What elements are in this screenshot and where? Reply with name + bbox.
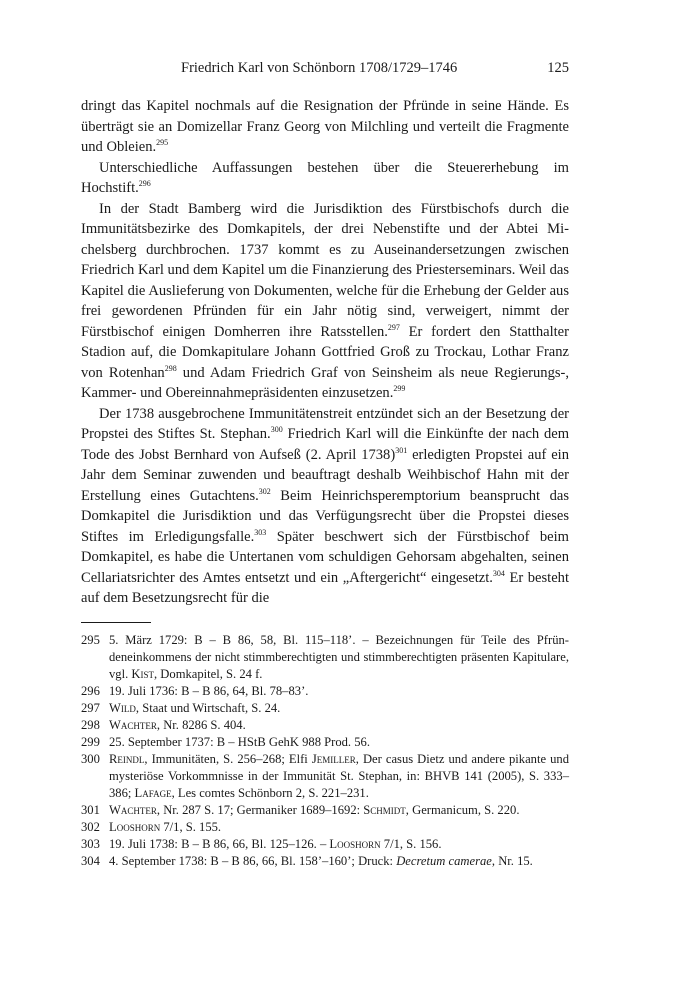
footnote: 299 25. September 1737: B – HStB GehK 988 Prod. 56. [81,734,370,749]
footnote: 301 Wachter, Nr. 287 S. 17; Germaniker 1689–1692: Schmidt, Germanicum, S. 220. [81,802,520,817]
footnote-ref[interactable]: 298 [164,363,177,373]
paragraph: Unterschiedliche Auffassungen bestehen über die Steuererhebung im Hochstift.$^{296}$ [81,159,569,196]
footnote-number: 298 [81,717,100,732]
footnote-number: 297 [81,700,100,715]
paragraph: In der Stadt Bamberg wird die Jurisdiktion des Fürstbischofs durch die Immunitätsbezirke des Domkapitels, der drei Nebenstifte und der Abtei Michelsberg durchbrochen. 1737 kommt es zu Auseinandersetzungen zwischen Friedrich Karl und dem Kapitel um die Finanzierung des Priesterseminars. Weil das Kapitel die Auslieferung von Dokumenten, welche für die Erhebung der Gelder aus frei gewordenen Pfründen für ein Jahr nötig sind, verweigert, nimmt der Fürstbischof einigen Domherren ihre Ratsstellen.$^{297}$ Er fordert den Statthalter Stadion auf, die Domkapitulare Johann Gottfried Groß zu Trockau, Lothar Franz von Rotenhan$^{298}$ und Adam Friedrich Graf von Seinsheim als neue Regierungs-, Kammer- und Obereinnahmepräsidenten einzusetzen.$^{299}$ [81,200,569,401]
footnotes [81,632,569,870]
footnote-separator [81,622,151,623]
footnote: 295 5. März 1729: B – B 86, 58, Bl. 115–118’. – Bezeichnungen für Teile des Pfründeneinkommens der nicht stimmberechtigten und stimmberechtigten präsenten Kapitulare, vgl. Kist, Domkapitel, S. 24 f. [81,632,569,681]
footnote: 296 19. Juli 1736: B – B 86, 64, Bl. 78–83’. [81,683,309,698]
paragraph: dringt das Kapitel nochmals auf die Resignation der Pfründe in seine Hände. Es überträgt sie an Domizellar Franz Georg von Milchling und verteilt die Fragmente und Obleien.$^{295}$ [81,98,569,155]
footnote-ref[interactable]: 295 [156,138,169,147]
footnote: 298 Wachter, Nr. 8286 S. 404. [81,717,246,732]
page-header [81,60,569,82]
book-page [81,60,569,870]
footnote-ref[interactable]: 301 [395,445,408,455]
footnote-number: 303 [81,836,100,851]
footnote-ref[interactable]: 299 [393,384,406,393]
footnote-number: 301 [81,802,100,817]
footnote-ref[interactable]: 297 [387,322,400,332]
running-head: Friedrich Karl von Schönborn 1708/1729–1746 [181,60,458,76]
footnote-number: 295 [81,632,100,647]
footnote: 303 19. Juli 1738: B – B 86, 66, Bl. 125–126. – Looshorn 7/1, S. 156. [81,836,442,851]
footnote: 302 Looshorn 7/1, S. 155. [81,819,222,834]
footnote-number: 304 [81,853,100,868]
footnote-number: 299 [81,734,100,749]
footnote: 304 4. September 1738: B – B 86, 66, Bl. 158’–160’; Druck: Decretum camerae, Nr. 15. [81,853,533,868]
footnote-ref[interactable]: 302 [258,486,271,496]
main-text [81,96,569,609]
footnote-number: 300 [81,751,100,766]
paragraph: Der 1738 ausgebrochene Immunitätenstreit entzündet sich an der Besetzung der Propstei des Stiftes St. Stephan.$^{300}$ Friedrich Karl will die Einkünfte der nach dem Tode des Jobst Bernhard von Aufseß (2. April 1738)$^{301}$ erledigten Propstei auf ein Jahr dem Seminar zuwenden und beauftragt deshalb Weihbischof Hahn mit der Erstellung eines Gutachtens.$^{302}$ Beim Heinrichsperemptorium beansprucht das Domkapitel die Jurisdiktion und das Verfügungsrecht über die Propstei dieses Stiftes im Erledigungsfalle.$^{303}$ Später beschwert sich der Fürstbischof beim Domkapitel, es habe die Untertanen vom schuldigen Gehorsam abgehalten, seinen Cellariatsrichter des Amtes entsetzt und ein „Aftergericht“ eingesetzt.$^{304}$ Er besteht auf dem Besetzungsrecht für die [81,405,570,606]
footnote-ref[interactable]: 300 [270,425,283,434]
footnote-number: 296 [81,683,100,698]
footnote-ref[interactable]: 303 [254,527,267,537]
page-number: 125 [547,60,569,76]
footnote-ref[interactable]: 296 [138,179,151,188]
footnote: 300 Reindl, Immunitäten, S. 256–268; Elfi Jemiller, Der casus Dietz und andere pikante und mysteriöse Vorkommnisse in der Immunität St. Stephan, in: BHVB 141 (2005), S. 333–386; Lafage, Les comtes Schönborn 2, S. 221–231. [81,751,569,800]
footnote: 297 Wild, Staat und Wirtschaft, S. 24. [81,700,281,715]
footnote-ref[interactable]: 304 [492,568,505,578]
footnote-number: 302 [81,819,100,834]
